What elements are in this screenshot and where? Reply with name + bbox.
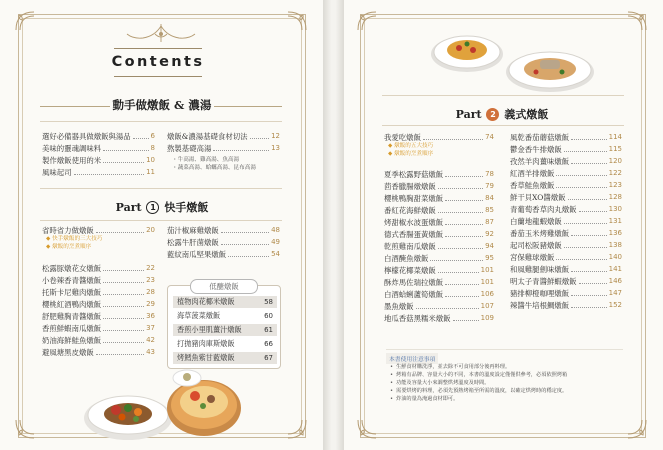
toc-entry[interactable] [167, 130, 280, 142]
entry-title: 風味起司 [42, 167, 72, 177]
page-number: 152 [608, 301, 622, 309]
page-number: 48 [271, 226, 280, 234]
entry-title: 櫻桃鴨胸甜菜燉飯 [384, 193, 444, 203]
leader-dots [445, 236, 483, 237]
leader-dots [133, 138, 149, 139]
part2-bottom-rule [382, 125, 624, 126]
entry-title: 鬱金香牛排燉飯 [510, 144, 562, 154]
part1-bottom-rule [40, 220, 282, 221]
leader-dots [416, 308, 479, 309]
page-number: 29 [146, 300, 155, 308]
toc-entry[interactable] [42, 298, 155, 310]
leader-dots [228, 256, 269, 257]
entry-title: 我愛吃燉飯 [384, 132, 421, 142]
page-number: 20 [146, 226, 155, 234]
toc-entry[interactable] [42, 286, 155, 298]
entry-title: 墨魚燉飯 [384, 301, 414, 311]
page-number: 114 [608, 133, 622, 141]
corner-ornament-icon [356, 10, 378, 32]
toc-entry[interactable] [510, 131, 622, 143]
leader-dots [445, 224, 483, 225]
page-number: 146 [608, 277, 622, 285]
toc-entry[interactable] [384, 192, 494, 204]
page-number: 42 [146, 336, 155, 344]
page-number: 36 [146, 312, 155, 320]
dish-photo-salad [82, 384, 174, 444]
toc-entry[interactable] [42, 166, 155, 178]
page-number: 136 [608, 229, 622, 237]
entry-title: 番茄玉米烤雞燉飯 [510, 228, 570, 238]
page-number: 101 [480, 278, 494, 286]
right-page [344, 0, 663, 450]
leader-dots [103, 150, 148, 151]
page-number: 101 [480, 266, 494, 274]
page-number: 115 [608, 145, 622, 153]
usage-notes [386, 349, 623, 418]
toc-entry[interactable] [510, 251, 622, 263]
page-number: 87 [485, 218, 494, 226]
section-rule-left [40, 106, 110, 107]
leader-dots [556, 259, 606, 260]
entry-title: 選好必備器具做燉飯與湯品 [42, 131, 131, 141]
toc-entry[interactable] [510, 203, 622, 215]
low-carb-entry[interactable] [173, 352, 277, 364]
toc-entry[interactable] [384, 252, 494, 264]
low-carb-entry[interactable] [173, 296, 277, 308]
toc-entry[interactable] [384, 240, 494, 252]
leader-dots [571, 271, 606, 272]
part2-list-right [510, 131, 622, 311]
part2-number-badge: 2 [486, 108, 499, 121]
page-number: 54 [271, 250, 280, 258]
leader-dots [571, 295, 606, 296]
entry-title: 奶油海鮮鮭魚燉飯 [42, 335, 102, 345]
toc-entry[interactable] [510, 299, 622, 311]
intro-subitem: ◆ 燉飯的烹煮順序 [46, 243, 92, 250]
toc-entry[interactable] [384, 204, 494, 216]
part1-list-left [42, 262, 155, 358]
contents-title: Contents [111, 54, 205, 70]
leader-dots [438, 272, 479, 273]
entry-title: 烤鱈魚紫甘藍燉飯 [177, 353, 235, 362]
toc-entry[interactable] [510, 227, 622, 239]
entry-title: 省時省力做燉飯 [42, 225, 94, 235]
page-number: 6 [150, 132, 155, 140]
leader-dots [556, 187, 606, 188]
toc-entry[interactable] [384, 180, 494, 192]
toc-entry[interactable] [42, 224, 155, 236]
leader-dots [571, 235, 606, 236]
corner-ornament-icon [626, 10, 648, 32]
corner-ornament-icon [626, 418, 648, 440]
part2-label: Part [455, 108, 482, 121]
section-title-basics: 動手做燉飯 & 濃湯 [112, 98, 212, 112]
page-number: 67 [264, 354, 273, 362]
note-item-continued: • 功能及容量大小來調整烘烤溫度及時間。 [396, 380, 489, 387]
entry-title: 番紅花海鮮燉飯 [384, 205, 436, 215]
entry-title: 打拋豬肉庫斯燉飯 [177, 339, 235, 348]
page-number: 92 [485, 230, 494, 238]
entry-title: 香煎鮮蝦南瓜燉飯 [42, 323, 102, 333]
entry-title: 藍紋南瓜堅果燉飯 [167, 249, 227, 259]
leader-dots [453, 320, 479, 321]
toc-entry[interactable] [510, 239, 622, 251]
entry-title: 茄汁椒麻雞燉飯 [167, 225, 219, 235]
entry-title: 香草鮭魚燉飯 [510, 180, 555, 190]
entry-title: 夏季松露野菇燉飯 [384, 169, 444, 179]
toc-entry[interactable] [384, 168, 494, 180]
entry-title: 德式香腸蛋黃燉飯 [384, 229, 444, 239]
part1-intro [42, 224, 155, 251]
leader-dots [103, 306, 144, 307]
toc-entry[interactable] [384, 312, 494, 324]
page-number: 109 [480, 314, 494, 322]
entry-title: 酥炸馬佐瑞拉燉飯 [384, 277, 444, 287]
page-number: 140 [608, 253, 622, 261]
toc-entry[interactable] [384, 288, 494, 300]
entry-title: 松露牛肝菌燉飯 [167, 237, 219, 247]
top-flourish-icon [111, 22, 211, 44]
leader-dots [445, 200, 483, 201]
toc-entry[interactable] [510, 287, 622, 299]
toc-entry[interactable] [384, 131, 494, 143]
page-number: 123 [608, 181, 622, 189]
intro-subitem: ◆ 快手燉飯的三大技巧 [46, 236, 103, 242]
intro-subitem: ◆ 燉飯的烹煮順序 [388, 150, 434, 157]
toc-entry[interactable] [167, 248, 280, 260]
part2-list-left [384, 168, 494, 324]
entry-title: 製作燉飯使用的米 [42, 155, 102, 165]
page-number: 66 [264, 340, 273, 348]
toc-entry[interactable] [42, 262, 155, 274]
toc-entry[interactable] [42, 322, 155, 334]
book-gutter [323, 0, 344, 450]
leader-dots [103, 162, 144, 163]
toc-entry[interactable] [42, 142, 155, 154]
dish-photo-salmon [504, 42, 596, 94]
part1-list-right [167, 224, 280, 260]
page-number: 28 [146, 288, 155, 296]
part2-title-text: 義式燉飯 [504, 108, 549, 121]
section-rule-right [214, 106, 282, 107]
entry-title: 櫻桃紅酒鴨肉燉飯 [42, 299, 102, 309]
leader-dots [103, 330, 144, 331]
entry-title: 地瓜香菇黑糯米燉飯 [384, 313, 451, 323]
part1-title-text: 快手燉飯 [164, 201, 209, 214]
leader-dots [571, 163, 606, 164]
toc-entry[interactable] [510, 215, 622, 227]
part1-label: Part [115, 201, 142, 214]
page-number: 74 [485, 133, 494, 141]
page-number: 43 [146, 348, 155, 356]
page-number: 107 [480, 302, 494, 310]
page-number: 94 [485, 242, 494, 250]
entry-title: 燉飯&濃湯基礎食材切法 [167, 131, 248, 141]
toc-entry[interactable] [384, 264, 494, 276]
page-number: 106 [480, 290, 494, 298]
entry-title: 乾煎雞南瓜燉飯 [384, 241, 436, 251]
leader-dots [445, 176, 483, 177]
entry-title: 風乾番茄蘑菇燉飯 [510, 132, 570, 142]
left-page [0, 0, 323, 450]
page-number: 58 [264, 298, 273, 306]
stock-subitem: ・蔬菜高湯、蛤蠣高湯、昆布高湯 [172, 164, 256, 171]
leader-dots [564, 247, 607, 248]
toc-entry[interactable] [167, 224, 280, 236]
leader-dots [103, 282, 144, 283]
part2-intro [384, 131, 494, 158]
entry-title: 美味的靈魂調味料 [42, 143, 102, 153]
leader-dots [423, 139, 483, 140]
entry-title: 豬排柳橙咖哩燉飯 [510, 288, 570, 298]
low-carb-entry[interactable] [173, 310, 277, 322]
toc-entry[interactable] [167, 142, 280, 154]
leader-dots [213, 150, 269, 151]
notes-title: 本書使用注意事項 [386, 353, 438, 364]
stock-subitem: ・牛高湯、雞高湯、魚高湯 [172, 157, 240, 163]
low-carb-entry[interactable] [173, 338, 277, 350]
section1-list-left [42, 130, 155, 178]
leader-dots [579, 283, 607, 284]
page-number: 23 [146, 276, 155, 284]
toc-entry[interactable] [510, 155, 622, 167]
stock-subitems [172, 157, 256, 172]
toc-entry[interactable] [42, 154, 155, 166]
corner-ornament-icon [286, 418, 308, 440]
title-rule-bottom [114, 76, 202, 77]
toc-entry[interactable] [384, 216, 494, 228]
entry-title: 松露豚燉花女燉飯 [42, 263, 102, 273]
page-number: 84 [485, 194, 494, 202]
entry-title: 植物肉花椰米燉飯 [177, 297, 235, 306]
leader-dots [579, 211, 607, 212]
entry-title: 小卷辣香青醬燉飯 [42, 275, 102, 285]
page-number: 12 [271, 132, 280, 140]
entry-title: 檸檬花椰菜燉飯 [384, 265, 436, 275]
dish-photo-baked [165, 368, 243, 440]
page-number: 128 [608, 193, 622, 201]
part1-title [90, 199, 234, 215]
leader-dots [103, 318, 144, 319]
page-number: 13 [271, 144, 280, 152]
section1-list-right [167, 130, 280, 154]
part2-top-rule [382, 95, 624, 96]
leader-dots [250, 138, 270, 139]
entry-title: 和風雞腿劍味燉飯 [510, 264, 570, 274]
toc-entry[interactable] [510, 191, 622, 203]
leader-dots [96, 354, 144, 355]
page-number: 85 [485, 206, 494, 214]
toc-entry[interactable] [42, 346, 155, 358]
entry-title: 辣醬牛培根鯛燉飯 [510, 300, 570, 310]
entry-title: 起司松阪豬燉飯 [510, 240, 562, 250]
leader-dots [564, 151, 607, 152]
toc-entry[interactable] [384, 300, 494, 312]
page-number: 60 [264, 312, 273, 320]
section-divider [40, 121, 282, 122]
toc-entry[interactable] [510, 167, 622, 179]
page-number: 147 [608, 289, 622, 297]
entry-title: 白酒醃魚燉飯 [384, 253, 429, 263]
entry-title: 避風塘黑皮燉飯 [42, 347, 94, 357]
toc-entry[interactable] [384, 276, 494, 288]
leader-dots [571, 307, 606, 308]
entry-title: 孜然羊肉薑味燉飯 [510, 156, 570, 166]
leader-dots [571, 139, 606, 140]
note-item: • 生鮮食材購洗淨，並去除不可食用部分後再料理。 [396, 364, 510, 371]
toc-entry[interactable] [510, 275, 622, 287]
page-number: 141 [608, 265, 622, 273]
entry-title: 青葡萄香草肉丸燉飯 [510, 204, 577, 214]
entry-title: 熬製基礎高湯 [167, 143, 212, 153]
title-rule-top [114, 48, 202, 49]
page-number: 131 [608, 217, 622, 225]
entry-title: 白酒蛤蜊蘆筍燉飯 [384, 289, 444, 299]
page-number: 10 [146, 156, 155, 164]
toc-entry[interactable] [42, 310, 155, 322]
note-item: • 需要烘烤的料理，必須先預熱烤箱至所需的溫度，以確定烘烤時的穩定度。 [396, 388, 567, 395]
entry-title: 香煎小里肌薑汁燉飯 [177, 325, 242, 334]
leader-dots [445, 296, 478, 297]
entry-title: 托斯卡尼雞肉燉飯 [42, 287, 102, 297]
page-number: 95 [485, 254, 494, 262]
page-number: 11 [146, 168, 155, 176]
page-number: 8 [150, 144, 155, 152]
entry-title: 鮮干貝XO醬燉飯 [510, 192, 566, 202]
page-number: 138 [608, 241, 622, 249]
toc-entry[interactable] [42, 334, 155, 346]
toc-entry[interactable] [384, 228, 494, 240]
page-number: 79 [485, 182, 494, 190]
toc-entry[interactable] [510, 263, 622, 275]
entry-title: 紅酒羊排燉飯 [510, 168, 555, 178]
part1-number-badge: 1 [146, 201, 159, 214]
leader-dots [430, 260, 483, 261]
corner-ornament-icon [14, 418, 36, 440]
entry-title: 茴香臘腸燉燉飯 [384, 181, 436, 191]
leader-dots [564, 223, 607, 224]
entry-title: 宮保雞球燉飯 [510, 252, 555, 262]
leader-dots [438, 248, 483, 249]
page-number: 61 [264, 326, 273, 334]
leader-dots [221, 232, 269, 233]
toc-entry[interactable] [510, 143, 622, 155]
entry-title: 烤甜椒水波蛋燉飯 [384, 217, 444, 227]
corner-ornament-icon [14, 10, 36, 32]
page-number: 130 [608, 205, 622, 213]
note-item: • 炸油的量為淹過食材即可。 [396, 396, 458, 403]
corner-ornament-icon [356, 418, 378, 440]
part1-top-rule [40, 188, 282, 189]
leader-dots [221, 244, 269, 245]
entry-title: 明太子青醬鮮蝦燉飯 [510, 276, 577, 286]
toc-entry[interactable] [42, 130, 155, 142]
page-number: 22 [146, 264, 155, 272]
part2-title [430, 106, 574, 122]
entry-title: 舒肥雞胸青醬燉飯 [42, 311, 102, 321]
leader-dots [438, 188, 483, 189]
leader-dots [103, 270, 144, 271]
toc-entry[interactable] [167, 236, 280, 248]
low-carb-entry[interactable] [173, 324, 277, 336]
leader-dots [556, 175, 606, 176]
leader-dots [438, 212, 483, 213]
low-carb-box [167, 282, 281, 369]
page-number: 120 [608, 157, 622, 165]
corner-ornament-icon [286, 10, 308, 32]
leader-dots [74, 174, 145, 175]
page-number: 78 [485, 170, 494, 178]
page-number: 37 [146, 324, 155, 332]
leader-dots [103, 294, 144, 295]
page-number: 49 [271, 238, 280, 246]
toc-entry[interactable] [42, 274, 155, 286]
low-carb-title: 低醣燉飯 [190, 279, 258, 294]
note-item: • 烤箱有品牌、容量大小的不同，本書的溫度設定僅僅供參考，必須依照烤箱 [396, 372, 567, 379]
page-number: 122 [608, 169, 622, 177]
leader-dots [96, 232, 144, 233]
dish-photo-pasta [429, 28, 505, 74]
toc-entry[interactable] [510, 179, 622, 191]
leader-dots [445, 284, 478, 285]
leader-dots [103, 342, 144, 343]
intro-subitem: ◆ 燉飯的五大技巧 [388, 143, 434, 149]
entry-title: 海草菠菜燉飯 [177, 311, 221, 320]
entry-title: 白蘭地龍蝦燉飯 [510, 216, 562, 226]
leader-dots [568, 199, 607, 200]
